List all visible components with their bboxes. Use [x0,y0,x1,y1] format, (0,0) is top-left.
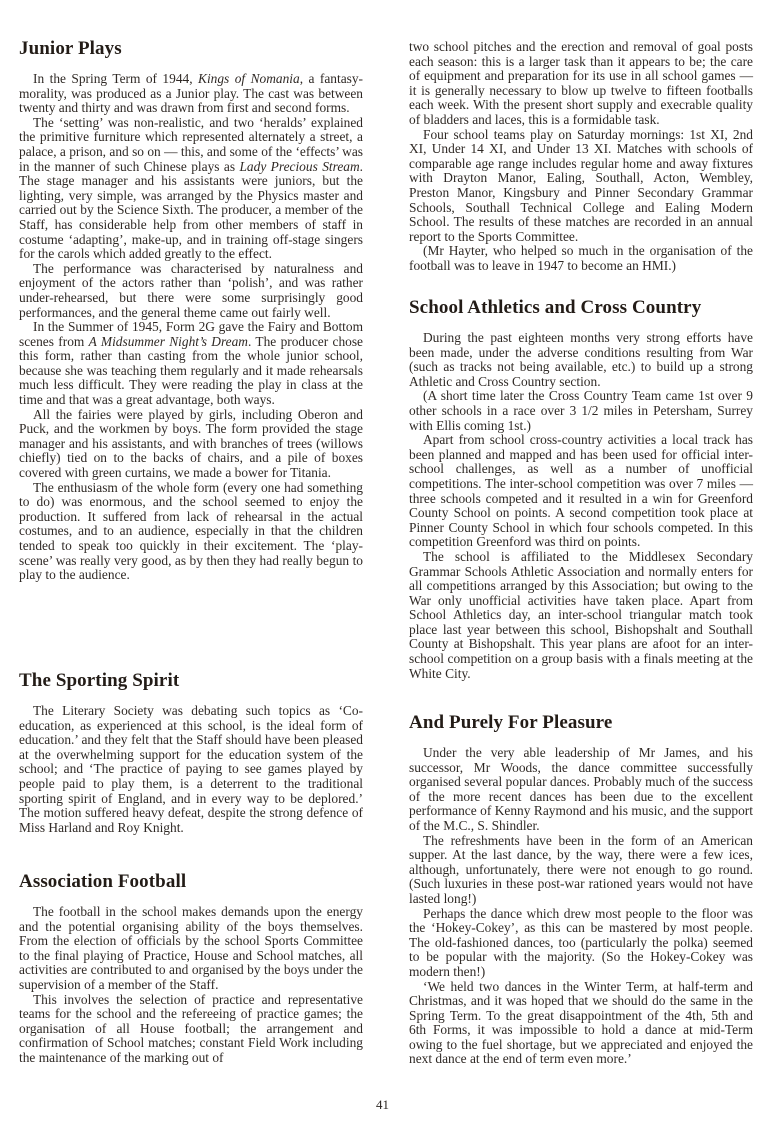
text: . The stage manager and his assistants were juniors, but the lighting, very simple, was arranged by the Physics master and carried out by the Science Sixth. The producer, a member of the Staff, has considerable help from other members of staff in costume ‘adapting’, make-up, and in training off-stage singers for the carols which added greatly to the effect. [19,158,363,262]
paragraph [19,72,363,116]
heading-athletics: School Athletics and Cross Country [409,297,702,318]
paragraph: The Literary Society was debating such topics as ‘Co-education, as experienced at this school, is the ideal form of education.’ and they felt that the Staff should have been pleased at the overwhelming support for the education system of the school; and ‘The practice of paying to see games played by people paid to play them, is a deterrent to the traditional sporting spirit of England, and in every way to be deplored.’ The motion suffered heavy defeat, despite the strong defence of Miss Harland and Roy Knight. [19,703,363,835]
paragraph: Under the very able leadership of Mr James, and his successor, Mr Woods, the dance committee successfully organised several popular dances. Probably much of the success of the more recent dances has been due to the excellent performance of Kenny Raymond and his music, and the support of the M.C., S. Shindler. [409,745,753,833]
heading-sporting-spirit: The Sporting Spirit [19,670,180,691]
paragraph: This involves the selection of practice and representative teams for the school and the refereeing of practice games; the organisation of all House football; the arrangement and confirmation of School matches; constant Field Work including the maintenance of the marking out of [19,991,363,1065]
paragraph: (Mr Hayter, who helped so much in the organisation of the football was to leave in 1947 to become an HMI.) [409,243,753,273]
section-athletics [409,297,753,681]
paragraph: During the past eighteen months very strong efforts have been made, under the adverse conditions resulting from War (such as tracks not being available, etc.) to build up a strong Athletic and Cross Country section. [409,330,753,389]
heading-association-football: Association Football [19,871,187,892]
text: The ‘setting’ was non-realistic, and two ‘heralds’ explained the primitive furniture which represented alternately a street, a palace, a prison, and so on — this, and some of the ‘effects’ was in the manner of such Chinese plays as [19,114,363,174]
play-title: A Midsummer Night’s Dream [88,333,248,349]
paragraph: two school pitches and the erection and removal of goal posts each season: this is a larger task than it appears to be; the care of equipment and preparation for its use in all school games — it is generally necessary to blow up twelve to fifteen footballs each week. With the present short supply and execrable quality of bladders and laces, this is a formidable task. [409,39,753,127]
section-junior-plays [19,38,363,583]
text: , a fantasy-morality, was produced as a Junior play. The cast was between twenty and thirty and was drawn from first and second forms. [19,71,363,116]
heading-purely-for-pleasure: And Purely For Pleasure [409,712,613,733]
text: In the Summer of 1945, Form 2G gave the Fairy and Bottom scenes from [19,319,363,349]
paragraph: The performance was characterised by naturalness and enjoyment of the actors rather than ‘polish’, and was rather under-rehearsed, but there were some surprisingly good performances, and the general theme came out fairly well. [19,260,363,320]
paragraph: Perhaps the dance which drew most people to the floor was the ‘Hokey-Cokey’, as this can be mastered by most people. The old-fashioned dances, too (particularly the polka) seemed to be popular with the majority. (So the Hokey-Cokey was modern then!) [409,905,753,979]
section-sporting-spirit [19,670,363,835]
section-purely-for-pleasure [409,712,753,1067]
paragraph: (A short time later the Cross Country Team came 1st over 9 other schools in a race over 3 1/2 miles in Petersham, Surrey with Ellis coming 1st.) [409,388,753,433]
text: . The producer chose this form, rather than casting from the whole junior school, because she was teaching them regularly and it made rehearsals much less difficult. They were reading the play in class at the time and that was a great advantage, both ways. [19,333,363,408]
paragraph [19,320,363,408]
text: In the Spring Term of 1944, [33,71,199,86]
play-title: Kings of Nomania [198,71,300,86]
page-number: 41 [376,1097,389,1112]
section-association-football [19,871,363,1066]
paragraph: ‘We held two dances in the Winter Term, at half-term and Christmas, and it was hoped that we should do the same in the Spring Term. To the great disappointment of the 4th, 5th and 6th Forms, it was impossible to hold a dance at mid-Term owing to the fuel shortage, but we appreciated and enjoyed the next dance at the end of term even more.’ [409,978,753,1067]
heading-junior-plays: Junior Plays [19,38,122,59]
section-association-football-continued [409,40,753,274]
paragraph: All the fairies were played by girls, including Oberon and Puck, and the workmen by boys. The form provided the stage manager and his assistants, and with branches of trees (willows chiefly) tied on to the backs of chairs, and a pile of boxes covered with green curtains, we made a bower for Titania. [19,406,363,481]
paragraph: The school is affiliated to the Middlesex Secondary Grammar Schools Athletic Association and normally enters for all competitions arranged by this Association; but owing to the War only unofficial activities have taken place. Apart from School Athletics day, an inter-school triangular match took place last year between this school, Bishopshalt and Southall County at Bishopshalt. This year plans are afoot for an inter-school competition on a group basis with a finals meeting at the White City. [409,548,753,681]
paragraph: The refreshments have been in the form of an American supper. At the last dance, by the way, there were a few ices, although, unfortunately, there were not enough to go round. (Such luxuries in these post-war rationed years would not have lasted long!) [409,832,753,906]
paragraph: Four school teams play on Saturday mornings: 1st XI, 2nd XI, Under 14 XI, and Under 13 XI. Matches with schools of comparable age range includes regular home and away fixtures with Drayton Manor, Ealing, Southall, Acton, Wembley, Preston Manor, Kingsbury and Pinner Secondary Grammar Schools, Southall Technical College and Ealing Modern School. The results of these matches are recorded in an annual report to the Sports Committee. [409,126,753,244]
paragraph: Apart from school cross-country activities a local track has been planned and mapped and has been used for official inter-school challenges, as well as a number of unofficial competitions. The inter-school competition was over 7 miles — three schools competed and it resulted in a win for Greenford County School on points. A second competition took place at Pinner County School in which four schools competed. In this competition Greenford was third on points. [409,432,753,550]
paragraph [19,116,363,262]
paragraph: The football in the school makes demands upon the energy and the potential organising ability of the boys themselves. From the election of officials by the school Sports Committee to the final playing of Practice, House and School matches, all activities are contributed to and organised by the boys under the supervision of a member of the Staff. [19,904,363,992]
play-title: Lady Precious Stream [239,158,360,174]
paragraph: The enthusiasm of the whole form (every one had something to do) was enormous, and the school seemed to enjoy the production. It suffered from lack of rehearsal in the actual costumes, and to an audience, especially in that the children tended to speak too quickly in their excitement. The ‘play-scene’ was really very good, as by then they had really begun to play to the audience. [19,479,363,583]
